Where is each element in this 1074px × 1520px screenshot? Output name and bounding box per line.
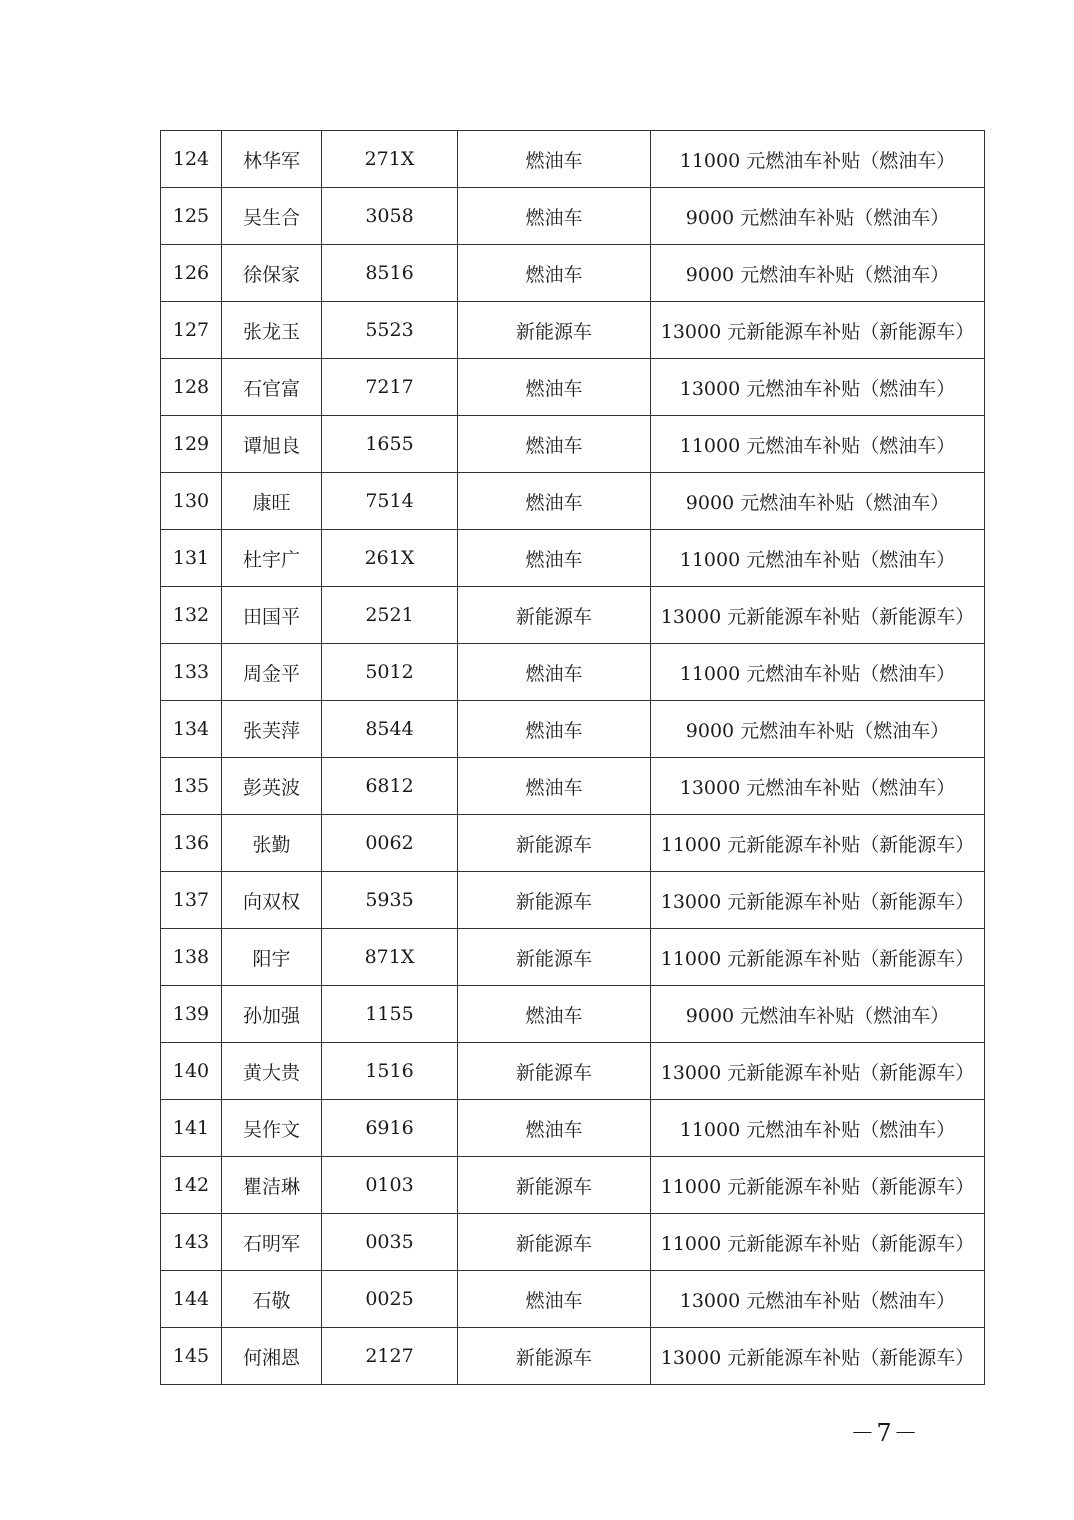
- table-row: [161, 1157, 985, 1214]
- table-row: [161, 1214, 985, 1271]
- row-number-cell: 131: [161, 530, 222, 587]
- subsidy-cell: 13000 元燃油车补贴（燃油车）: [651, 359, 985, 416]
- subsidy-cell: 9000 元燃油车补贴（燃油车）: [651, 701, 985, 758]
- id-suffix-cell: 5012: [322, 644, 458, 701]
- name-cell: 谭旭良: [222, 416, 322, 473]
- id-suffix-cell: 6916: [322, 1100, 458, 1157]
- subsidy-table: [160, 130, 985, 1385]
- id-suffix-cell: 5935: [322, 872, 458, 929]
- id-suffix-cell: 2521: [322, 587, 458, 644]
- id-suffix-cell: 0035: [322, 1214, 458, 1271]
- id-suffix-cell: 1155: [322, 986, 458, 1043]
- table-body: [161, 131, 985, 1385]
- subsidy-cell: 13000 元燃油车补贴（燃油车）: [651, 1271, 985, 1328]
- vehicle-type-cell: 燃油车: [458, 416, 651, 473]
- table-row: [161, 416, 985, 473]
- name-cell: 何湘恩: [222, 1328, 322, 1385]
- table-row: [161, 1043, 985, 1100]
- row-number-cell: 133: [161, 644, 222, 701]
- row-number-cell: 143: [161, 1214, 222, 1271]
- name-cell: 张龙玉: [222, 302, 322, 359]
- vehicle-type-cell: 新能源车: [458, 1157, 651, 1214]
- vehicle-type-cell: 燃油车: [458, 1100, 651, 1157]
- row-number-cell: 129: [161, 416, 222, 473]
- row-number-cell: 125: [161, 188, 222, 245]
- id-suffix-cell: 0103: [322, 1157, 458, 1214]
- id-suffix-cell: 0025: [322, 1271, 458, 1328]
- table-row: [161, 473, 985, 530]
- vehicle-type-cell: 新能源车: [458, 1043, 651, 1100]
- subsidy-cell: 11000 元新能源车补贴（新能源车）: [651, 1157, 985, 1214]
- subsidy-cell: 13000 元新能源车补贴（新能源车）: [651, 1328, 985, 1385]
- table-row: [161, 872, 985, 929]
- name-cell: 杜宇广: [222, 530, 322, 587]
- name-cell: 张勤: [222, 815, 322, 872]
- id-suffix-cell: 0062: [322, 815, 458, 872]
- subsidy-cell: 9000 元燃油车补贴（燃油车）: [651, 473, 985, 530]
- name-cell: 周金平: [222, 644, 322, 701]
- id-suffix-cell: 271X: [322, 131, 458, 188]
- subsidy-cell: 9000 元燃油车补贴（燃油车）: [651, 188, 985, 245]
- name-cell: 吴作文: [222, 1100, 322, 1157]
- subsidy-cell: 11000 元燃油车补贴（燃油车）: [651, 1100, 985, 1157]
- table-row: [161, 530, 985, 587]
- row-number-cell: 139: [161, 986, 222, 1043]
- table-row: [161, 986, 985, 1043]
- vehicle-type-cell: 燃油车: [458, 188, 651, 245]
- row-number-cell: 130: [161, 473, 222, 530]
- name-cell: 石明军: [222, 1214, 322, 1271]
- row-number-cell: 134: [161, 701, 222, 758]
- subsidy-cell: 13000 元新能源车补贴（新能源车）: [651, 587, 985, 644]
- id-suffix-cell: 871X: [322, 929, 458, 986]
- subsidy-cell: 9000 元燃油车补贴（燃油车）: [651, 986, 985, 1043]
- id-suffix-cell: 7217: [322, 359, 458, 416]
- vehicle-type-cell: 新能源车: [458, 872, 651, 929]
- name-cell: 向双权: [222, 872, 322, 929]
- table-row: [161, 587, 985, 644]
- id-suffix-cell: 3058: [322, 188, 458, 245]
- row-number-cell: 137: [161, 872, 222, 929]
- row-number-cell: 138: [161, 929, 222, 986]
- id-suffix-cell: 8516: [322, 245, 458, 302]
- row-number-cell: 144: [161, 1271, 222, 1328]
- vehicle-type-cell: 新能源车: [458, 1328, 651, 1385]
- table-row: [161, 1100, 985, 1157]
- table-row: [161, 302, 985, 359]
- table-row: [161, 188, 985, 245]
- row-number-cell: 140: [161, 1043, 222, 1100]
- name-cell: 孙加强: [222, 986, 322, 1043]
- id-suffix-cell: 1516: [322, 1043, 458, 1100]
- name-cell: 彭英波: [222, 758, 322, 815]
- table-row: [161, 929, 985, 986]
- subsidy-cell: 13000 元新能源车补贴（新能源车）: [651, 1043, 985, 1100]
- subsidy-cell: 13000 元新能源车补贴（新能源车）: [651, 302, 985, 359]
- page-number: －7－: [850, 1419, 920, 1447]
- name-cell: 瞿洁琳: [222, 1157, 322, 1214]
- id-suffix-cell: 261X: [322, 530, 458, 587]
- row-number-cell: 132: [161, 587, 222, 644]
- vehicle-type-cell: 燃油车: [458, 644, 651, 701]
- name-cell: 黄大贵: [222, 1043, 322, 1100]
- subsidy-cell: 11000 元燃油车补贴（燃油车）: [651, 131, 985, 188]
- name-cell: 石官富: [222, 359, 322, 416]
- table-row: [161, 131, 985, 188]
- vehicle-type-cell: 新能源车: [458, 929, 651, 986]
- name-cell: 阳宇: [222, 929, 322, 986]
- table-row: [161, 758, 985, 815]
- name-cell: 田国平: [222, 587, 322, 644]
- subsidy-cell: 11000 元新能源车补贴（新能源车）: [651, 929, 985, 986]
- id-suffix-cell: 2127: [322, 1328, 458, 1385]
- vehicle-type-cell: 燃油车: [458, 701, 651, 758]
- row-number-cell: 128: [161, 359, 222, 416]
- vehicle-type-cell: 燃油车: [458, 1271, 651, 1328]
- id-suffix-cell: 8544: [322, 701, 458, 758]
- id-suffix-cell: 6812: [322, 758, 458, 815]
- vehicle-type-cell: 燃油车: [458, 758, 651, 815]
- table-row: [161, 1271, 985, 1328]
- table-row: [161, 1328, 985, 1385]
- id-suffix-cell: 7514: [322, 473, 458, 530]
- vehicle-type-cell: 新能源车: [458, 302, 651, 359]
- row-number-cell: 126: [161, 245, 222, 302]
- row-number-cell: 127: [161, 302, 222, 359]
- row-number-cell: 135: [161, 758, 222, 815]
- name-cell: 康旺: [222, 473, 322, 530]
- subsidy-cell: 13000 元新能源车补贴（新能源车）: [651, 872, 985, 929]
- row-number-cell: 136: [161, 815, 222, 872]
- table-row: [161, 245, 985, 302]
- name-cell: 石敬: [222, 1271, 322, 1328]
- table-row: [161, 815, 985, 872]
- subsidy-cell: 11000 元燃油车补贴（燃油车）: [651, 644, 985, 701]
- name-cell: 吴生合: [222, 188, 322, 245]
- name-cell: 林华军: [222, 131, 322, 188]
- vehicle-type-cell: 燃油车: [458, 473, 651, 530]
- row-number-cell: 142: [161, 1157, 222, 1214]
- subsidy-cell: 11000 元新能源车补贴（新能源车）: [651, 1214, 985, 1271]
- vehicle-type-cell: 新能源车: [458, 1214, 651, 1271]
- subsidy-cell: 9000 元燃油车补贴（燃油车）: [651, 245, 985, 302]
- name-cell: 张芙萍: [222, 701, 322, 758]
- subsidy-cell: 11000 元燃油车补贴（燃油车）: [651, 416, 985, 473]
- id-suffix-cell: 1655: [322, 416, 458, 473]
- subsidy-cell: 11000 元燃油车补贴（燃油车）: [651, 530, 985, 587]
- table-row: [161, 701, 985, 758]
- vehicle-type-cell: 新能源车: [458, 815, 651, 872]
- id-suffix-cell: 5523: [322, 302, 458, 359]
- vehicle-type-cell: 燃油车: [458, 131, 651, 188]
- row-number-cell: 145: [161, 1328, 222, 1385]
- row-number-cell: 124: [161, 131, 222, 188]
- vehicle-type-cell: 燃油车: [458, 359, 651, 416]
- name-cell: 徐保家: [222, 245, 322, 302]
- vehicle-type-cell: 燃油车: [458, 986, 651, 1043]
- vehicle-type-cell: 燃油车: [458, 245, 651, 302]
- row-number-cell: 141: [161, 1100, 222, 1157]
- table-row: [161, 644, 985, 701]
- vehicle-type-cell: 新能源车: [458, 587, 651, 644]
- table-row: [161, 359, 985, 416]
- subsidy-cell: 11000 元新能源车补贴（新能源车）: [651, 815, 985, 872]
- subsidy-cell: 13000 元燃油车补贴（燃油车）: [651, 758, 985, 815]
- vehicle-type-cell: 燃油车: [458, 530, 651, 587]
